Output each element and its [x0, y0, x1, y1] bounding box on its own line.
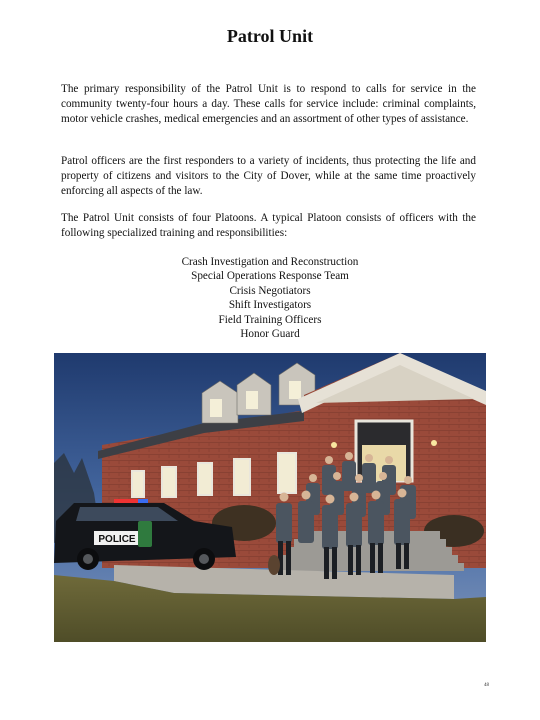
paragraph-platoons: The Patrol Unit consists of four Platoons. A typical Platoon consists of officers with the following specialized training and responsibilities:: [61, 212, 476, 239]
page-title: Patrol Unit: [226, 26, 314, 46]
patrol-unit-group-photo: [54, 353, 486, 642]
list-item: Crash Investigation and Reconstruction: [181, 256, 359, 268]
training-list: [0, 255, 540, 341]
list-item: Honor Guard: [240, 328, 300, 341]
paragraph-first-responders: Patrol officers are the first responders to a variety of incidents, thus protecting the life and property of citizens and visitors to the City of Dover, while at the same time proactively enforcing all aspects of the law.: [61, 155, 476, 197]
page-number: 48: [484, 683, 489, 688]
list-item: Special Operations Response Team: [191, 270, 349, 283]
list-item: Crisis Negotiators: [229, 284, 311, 297]
vehicle-police-text: POLICE: [98, 534, 136, 545]
list-item: Shift Investigators: [228, 299, 312, 312]
paragraph-responsibility: The primary responsibility of the Patrol Unit is to respond to calls for service in the community twenty-four hours a day. These calls for service include: criminal complaints, motor vehicle crashes, medical emergencies and an assortment of other types of assistance.: [61, 83, 476, 125]
list-item: Field Training Officers: [218, 313, 322, 326]
